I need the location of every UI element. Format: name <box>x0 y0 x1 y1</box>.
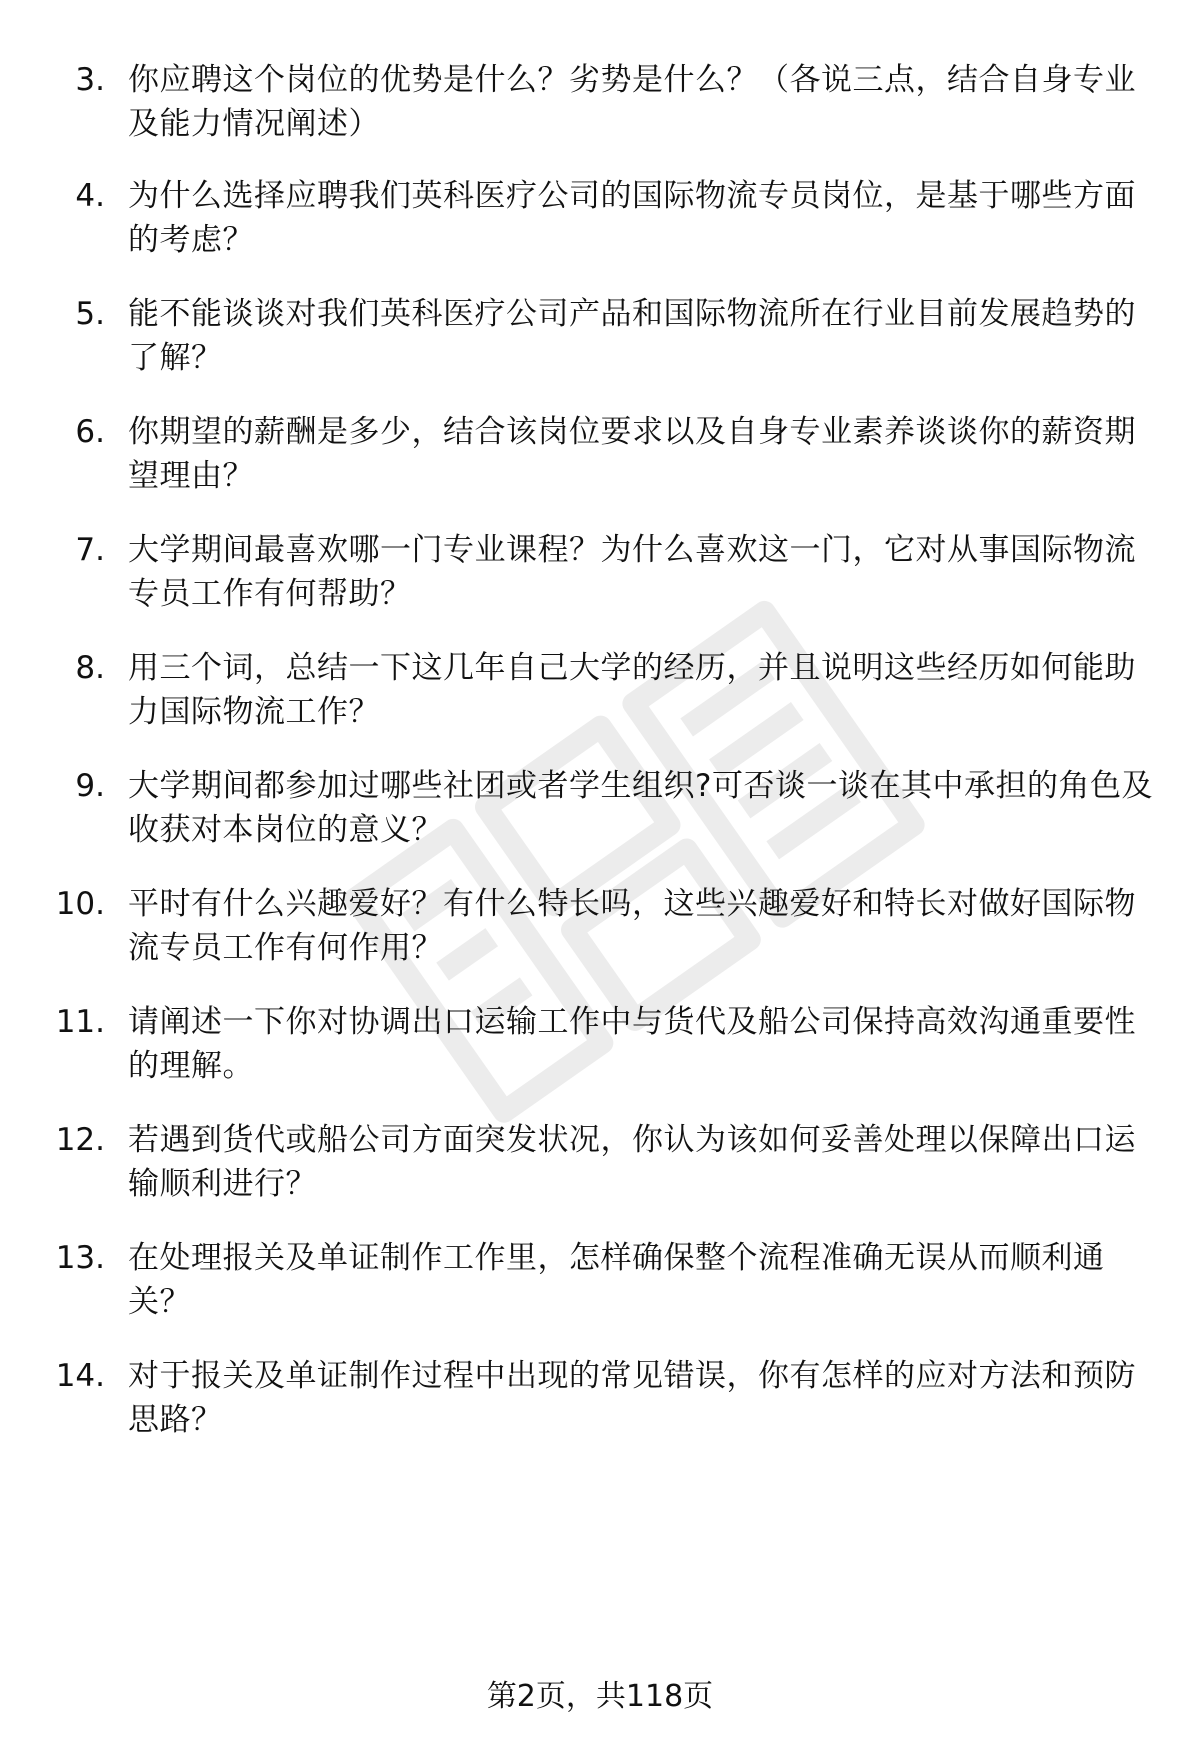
question-item-14 <box>0 1354 1200 1464</box>
question-item-6 <box>0 410 1200 520</box>
question-item-3 <box>0 58 1200 168</box>
question-text: 平时有什么兴趣爱好？有什么特长吗，这些兴趣爱好和特长对做好国际物流专员工作有何作用？ <box>128 886 1136 966</box>
question-number: 3. <box>75 62 105 98</box>
question-item-9 <box>0 764 1200 874</box>
question-number: 11. <box>55 1004 105 1040</box>
question-text: 用三个词，总结一下这几年自己大学的经历，并且说明这些经历如何能助力国际物流工作？ <box>128 650 1136 730</box>
question-number: 14. <box>55 1358 105 1394</box>
question-text: 大学期间最喜欢哪一门专业课程？为什么喜欢这一门，它对从事国际物流专员工作有何帮助？ <box>128 532 1136 612</box>
question-text: 为什么选择应聘我们英科医疗公司的国际物流专员岗位，是基于哪些方面的考虑？ <box>128 178 1136 258</box>
question-text: 请阐述一下你对协调出口运输工作中与货代及船公司保持高效沟通重要性的理解。 <box>128 1004 1136 1084</box>
question-text: 能不能谈谈对我们英科医疗公司产品和国际物流所在行业目前发展趋势的了解？ <box>128 296 1136 376</box>
question-number: 7. <box>75 532 105 568</box>
question-item-7 <box>0 528 1200 638</box>
question-number: 5. <box>75 296 105 332</box>
question-number: 12. <box>55 1122 105 1158</box>
question-number: 8. <box>75 650 105 686</box>
question-item-11 <box>0 1000 1200 1110</box>
question-text: 若遇到货代或船公司方面突发状况，你认为该如何妥善处理以保障出口运输顺利进行？ <box>128 1122 1136 1202</box>
question-item-12 <box>0 1118 1200 1228</box>
question-item-4 <box>0 174 1200 284</box>
question-item-10 <box>0 882 1200 992</box>
question-text: 大学期间都参加过哪些社团或者学生组织?可否谈一谈在其中承担的角色及收获对本岗位的意义？ <box>128 768 1153 848</box>
question-text: 你期望的薪酬是多少，结合该岗位要求以及自身专业素养谈谈你的薪资期望理由？ <box>128 414 1136 494</box>
question-number: 6. <box>75 414 105 450</box>
question-number: 13. <box>55 1240 105 1276</box>
question-item-8 <box>0 646 1200 756</box>
question-number: 4. <box>75 178 105 214</box>
question-text: 你应聘这个岗位的优势是什么？劣势是什么？（各说三点，结合自身专业及能力情况阐述） <box>128 62 1136 142</box>
question-item-5 <box>0 292 1200 402</box>
question-number: 10. <box>55 886 105 922</box>
question-number: 9. <box>75 768 105 804</box>
question-text: 在处理报关及单证制作工作里，怎样确保整个流程准确无误从而顺利通关？ <box>128 1240 1105 1320</box>
question-text: 对于报关及单证制作过程中出现的常见错误，你有怎样的应对方法和预防思路？ <box>128 1358 1136 1438</box>
question-item-13 <box>0 1236 1200 1346</box>
page-number-footer: 第2页，共118页 <box>486 1679 714 1714</box>
